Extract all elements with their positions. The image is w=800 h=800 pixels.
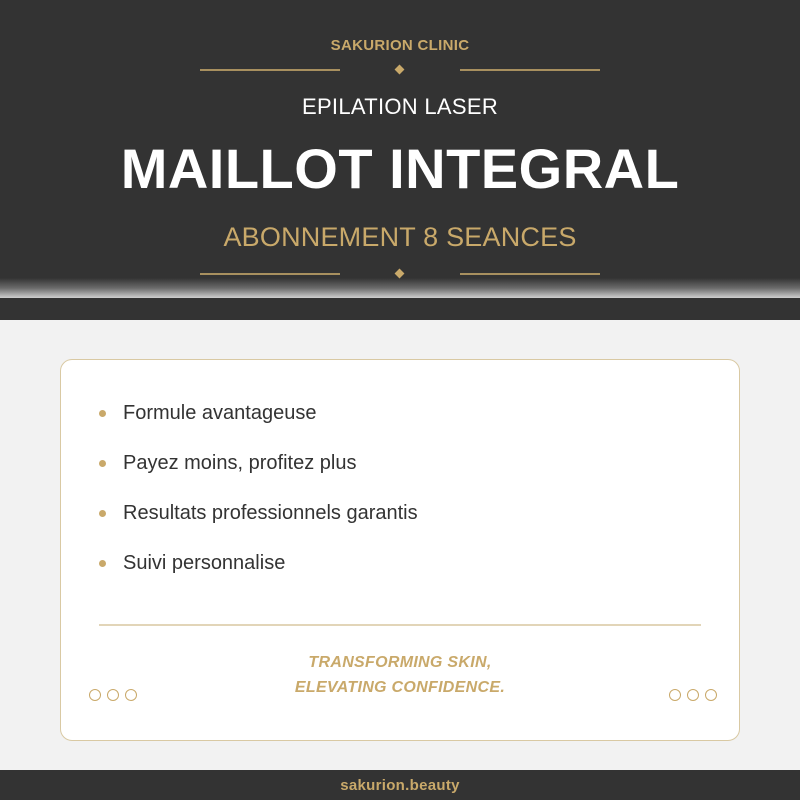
feature-text: Formule avantageuse [123,401,317,424]
circle-icon [687,689,699,701]
card-divider [99,624,701,626]
benefits-card [60,359,740,741]
service-category: EPILATION LASER [301,94,499,119]
bullet-icon [99,460,106,467]
circle-icon [669,689,681,701]
feature-text: Resultats professionnels garantis [123,501,418,524]
divider-line-left [200,273,340,275]
bullet-icon [99,510,106,517]
brand-name: SAKURION CLINIC [330,37,470,54]
diamond-icon [395,65,405,75]
decorative-dots-right [669,689,717,701]
bullet-icon [99,560,106,567]
circle-icon [107,689,119,701]
decorative-dots-left [89,689,137,701]
footer-bar [0,770,800,800]
header-banner [0,0,800,320]
tagline-line-2: ELEVATING CONFIDENCE. [294,679,506,696]
ornament-divider-bottom [200,268,600,280]
feature-text: Payez moins, profitez plus [123,451,357,474]
circle-icon [125,689,137,701]
tagline-line-1: TRANSFORMING SKIN, [308,654,492,671]
feature-text: Suivi personnalise [123,551,286,574]
website-link[interactable]: sakurion.beauty [340,776,460,794]
circle-icon [705,689,717,701]
tagline [61,650,739,700]
divider-line-left [200,69,340,71]
diamond-icon [395,269,405,279]
list-item [99,448,356,478]
divider-line-right [460,273,600,275]
list-item [99,548,285,578]
list-item [99,398,316,428]
bullet-icon [99,410,106,417]
circle-icon [89,689,101,701]
subscription-plan: ABONNEMENT 8 SEANCES [223,222,577,252]
list-item [99,498,418,528]
ornament-divider-top [200,64,600,76]
divider-line-right [460,69,600,71]
service-title: MAILLOT INTEGRAL [120,137,680,200]
